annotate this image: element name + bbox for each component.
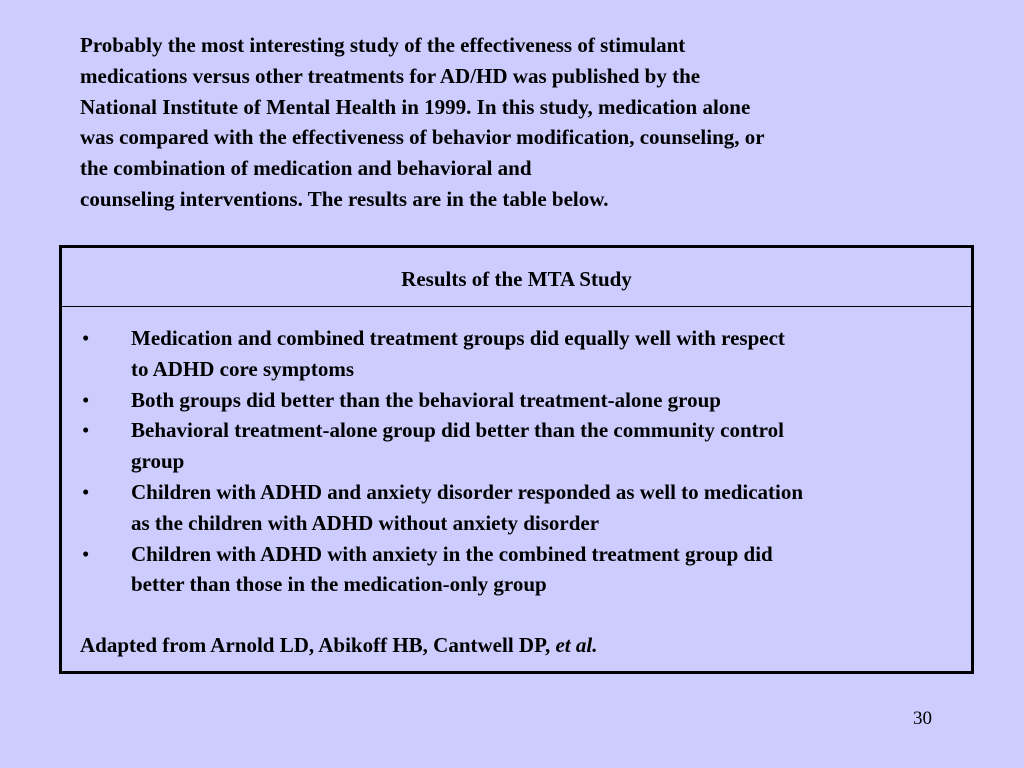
list-item-line: better than those in the medication-only group — [131, 572, 547, 597]
intro-line: National Institute of Mental Health in 1999. In this study, medication alone — [80, 94, 751, 119]
list-item-line: Behavioral treatment-alone group did better than the community control — [131, 418, 784, 443]
table-title: Results of the MTA Study — [62, 248, 971, 307]
intro-line: counseling interventions. The results are in the table below. — [80, 186, 609, 211]
list-item-line: Both groups did better than the behavioral treatment-alone group — [131, 387, 721, 412]
bullet-icon: • — [82, 326, 90, 350]
list-item — [62, 385, 971, 416]
citation-italic: et al. — [555, 633, 598, 657]
list-item-line: Children with ADHD with anxiety in the combined treatment group did — [131, 541, 773, 566]
list-item-line: as the children with ADHD without anxiety disorder — [131, 510, 600, 535]
list-item — [62, 539, 971, 601]
list-item-line: Medication and combined treatment groups did equally well with respect — [131, 326, 785, 350]
intro-line: the combination of medication and behavioral and — [80, 156, 532, 181]
page-number: 30 — [913, 708, 932, 729]
list-item-line: group — [131, 449, 185, 474]
bullet-icon: • — [82, 541, 90, 566]
list-item-line: to ADHD core symptoms — [131, 356, 355, 381]
intro-line: Probably the most interesting study of the effectiveness of stimulant — [80, 33, 686, 57]
results-list — [62, 323, 971, 600]
list-item — [62, 323, 971, 385]
bullet-icon: • — [82, 387, 90, 412]
intro-line: was compared with the effectiveness of behavior modification, counseling, or — [80, 125, 765, 150]
table-body — [62, 307, 971, 657]
citation — [80, 633, 597, 658]
intro-paragraph — [80, 30, 960, 215]
results-table — [59, 245, 974, 674]
citation-text: Adapted from Arnold LD, Abikoff HB, Cantwell DP, — [80, 633, 556, 657]
bullet-icon: • — [82, 479, 90, 504]
bullet-icon: • — [82, 418, 90, 443]
intro-line: medications versus other treatments for AD/HD was published by the — [80, 63, 701, 88]
list-item-line: Children with ADHD and anxiety disorder responded as well to medication — [131, 479, 804, 504]
list-item — [62, 415, 971, 477]
list-item — [62, 477, 971, 539]
